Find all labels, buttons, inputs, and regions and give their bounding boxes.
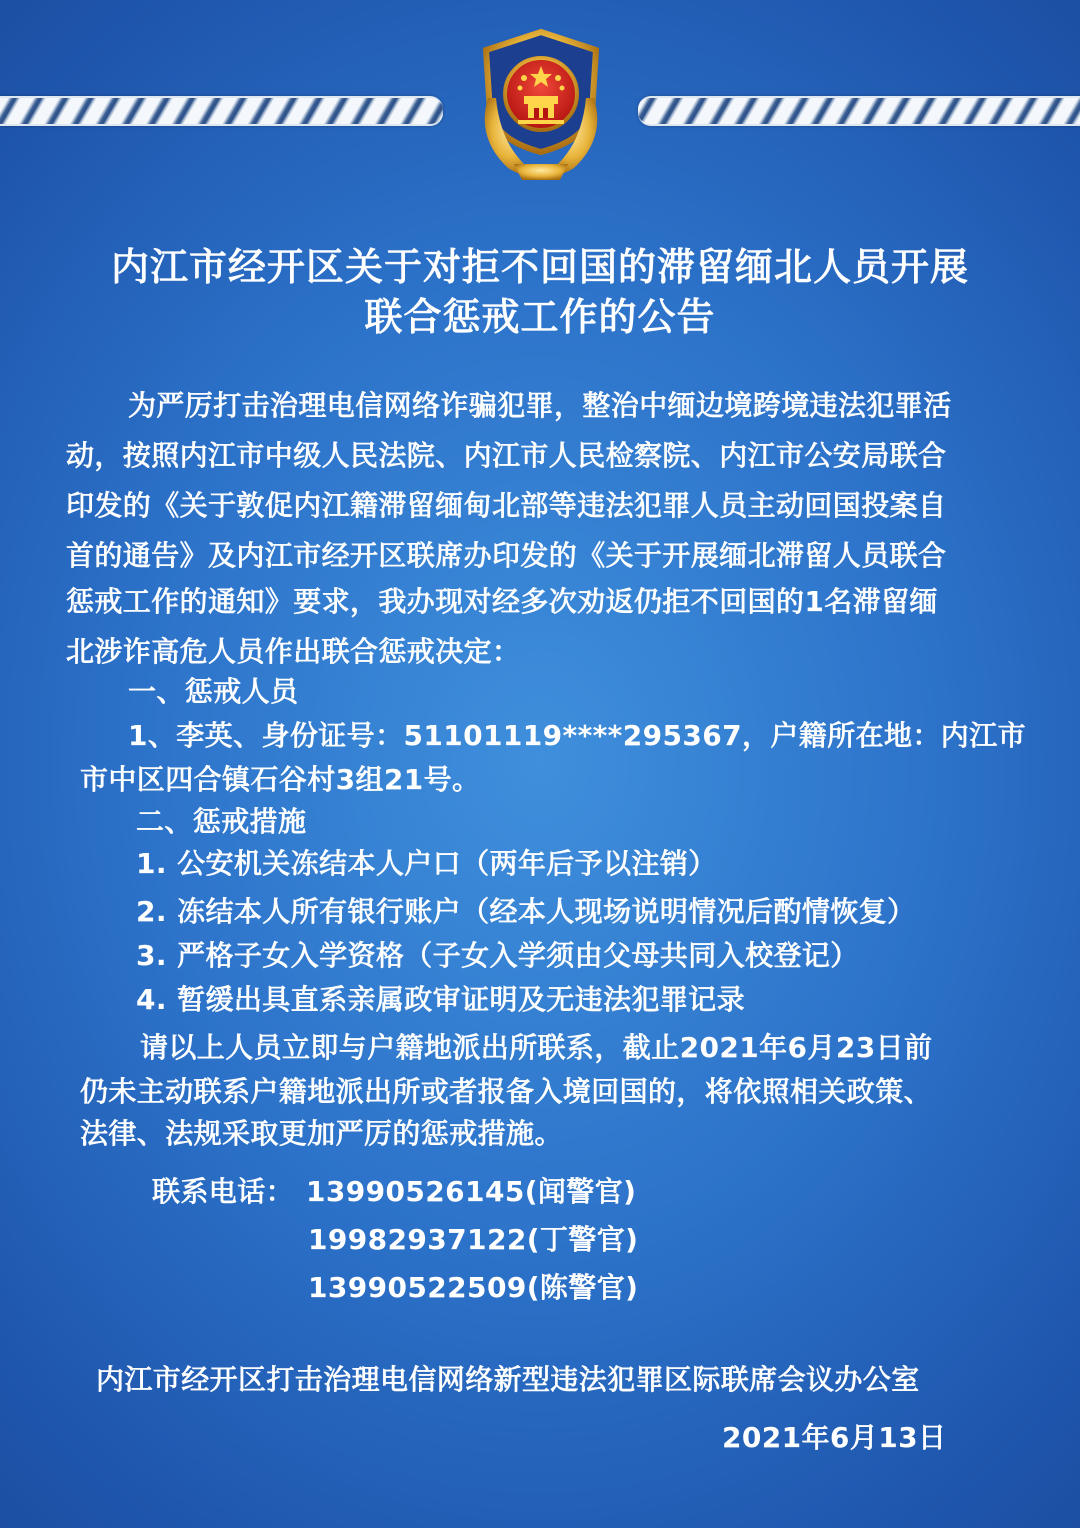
section1-heading: 一、惩戒人员 bbox=[128, 675, 299, 708]
notice-line: 仍未主动联系户籍地派出所或者报备入境回国的，将依照相关政策、 bbox=[80, 1075, 933, 1108]
rope-band-right bbox=[638, 96, 1080, 126]
body-line: 北涉诈高危人员作出联合惩戒决定： bbox=[66, 635, 521, 668]
rope-band-left bbox=[0, 96, 443, 126]
contact-phone: 13990522509(陈警官) bbox=[308, 1271, 639, 1304]
page-title-line2: 联合惩戒工作的公告 bbox=[364, 295, 716, 339]
police-emblem-icon bbox=[468, 28, 614, 184]
body-line: 惩戒工作的通知》要求，我办现对经多次劝返仍拒不回国的1名滞留缅 bbox=[66, 585, 938, 618]
section2-heading: 二、惩戒措施 bbox=[136, 805, 307, 838]
penalized-person-line2: 市中区四合镇石谷村3组21号。 bbox=[80, 763, 481, 796]
issuer: 内江市经开区打击治理电信网络新型违法犯罪区际联席会议办公室 bbox=[96, 1363, 920, 1396]
contact-phone: 13990526145(闻警官) bbox=[306, 1175, 637, 1208]
contact-label: 联系电话： bbox=[152, 1175, 295, 1208]
page-title-line1: 内江市经开区关于对拒不回国的滞留缅北人员开展 bbox=[110, 245, 969, 289]
notice-line: 请以上人员立即与户籍地派出所联系，截止2021年6月23日前 bbox=[140, 1031, 933, 1064]
measure-item: 3. 严格子女入学资格（子女入学须由父母共同入校登记） bbox=[136, 939, 859, 972]
body-line: 为严厉打击治理电信网络诈骗犯罪，整治中缅边境跨境违法犯罪活 bbox=[128, 389, 952, 422]
measure-item: 4. 暂缓出具直系亲属政审证明及无违法犯罪记录 bbox=[136, 983, 746, 1016]
notice-line: 法律、法规采取更加严厉的惩戒措施。 bbox=[80, 1117, 563, 1150]
penalized-person-line1: 1、李英、身份证号：51101119****295367，户籍所在地：内江市 bbox=[128, 719, 1027, 752]
issue-date: 2021年6月13日 bbox=[722, 1421, 947, 1454]
measure-item: 1. 公安机关冻结本人户口（两年后予以注销） bbox=[136, 847, 717, 880]
body-line: 首的通告》及内江市经开区联席办印发的《关于开展缅北滞留人员联合 bbox=[66, 539, 947, 572]
body-line: 动，按照内江市中级人民法院、内江市人民检察院、内江市公安局联合 bbox=[66, 439, 947, 472]
measure-item: 2. 冻结本人所有银行账户（经本人现场说明情况后酌情恢复） bbox=[136, 895, 916, 928]
body-line: 印发的《关于敦促内江籍滞留缅甸北部等违法犯罪人员主动回国投案自 bbox=[66, 489, 947, 522]
contact-phone: 19982937122(丁警官) bbox=[308, 1223, 639, 1256]
